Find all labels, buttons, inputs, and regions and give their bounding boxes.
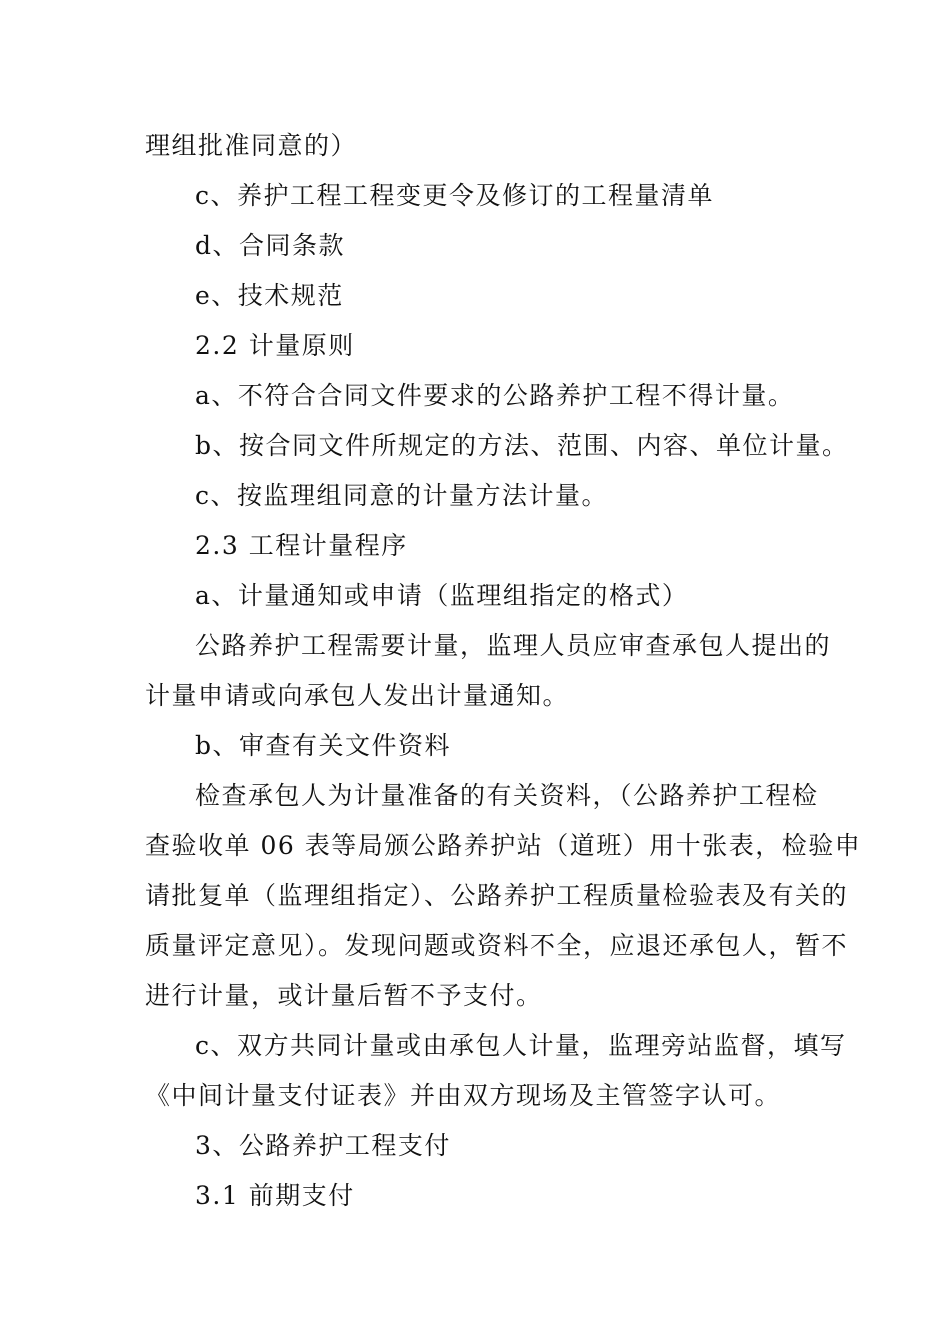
list-item-b: b、按合同文件所规定的方法、范围、内容、单位计量。 (195, 431, 849, 460)
paragraph-line: 进行计量，或计量后暂不予支付。 (145, 981, 543, 1010)
paragraph-line: 计量申请或向承包人发出计量通知。 (145, 681, 570, 710)
list-item-b: b、审查有关文件资料 (195, 731, 452, 760)
section-heading-2-2: 2.2 计量原则 (195, 331, 355, 360)
list-item-e: e、技术规范 (195, 281, 344, 310)
section-heading-3: 3、公路养护工程支付 (195, 1131, 451, 1160)
paragraph-line: 《中间计量支付证表》并由双方现场及主管签字认可。 (145, 1081, 782, 1110)
section-heading-2-3: 2.3 工程计量程序 (195, 531, 408, 560)
paragraph-line: 公路养护工程需要计量，监理人员应审查承包人提出的 (195, 631, 832, 660)
text-line: 理组批准同意的） (145, 131, 358, 160)
list-item-a: a、计量通知或申请（监理组指定的格式） (195, 581, 689, 610)
list-item-d: d、合同条款 (195, 231, 346, 260)
section-heading-3-1: 3.1 前期支付 (195, 1181, 355, 1210)
list-item-a: a、不符合合同文件要求的公路养护工程不得计量。 (195, 381, 795, 410)
list-item-c: c、养护工程工程变更令及修订的工程量清单 (195, 181, 715, 210)
paragraph-line: 质量评定意见）。发现问题或资料不全，应退还承包人，暂不 (145, 931, 849, 960)
list-item-c: c、按监理组同意的计量方法计量。 (195, 481, 609, 510)
paragraph-line: 检查承包人为计量准备的有关资料，（公路养护工程检 (195, 781, 819, 810)
body-text (145, 121, 862, 1221)
list-item-c: c、双方共同计量或由承包人计量，监理旁站监督，填写 (195, 1031, 847, 1060)
paragraph-line: 查验收单 06 表等局颁公路养护站（道班）用十张表，检验申 (145, 831, 862, 860)
paragraph-line: 请批复单（监理组指定）、公路养护工程质量检验表及有关的 (145, 881, 849, 910)
